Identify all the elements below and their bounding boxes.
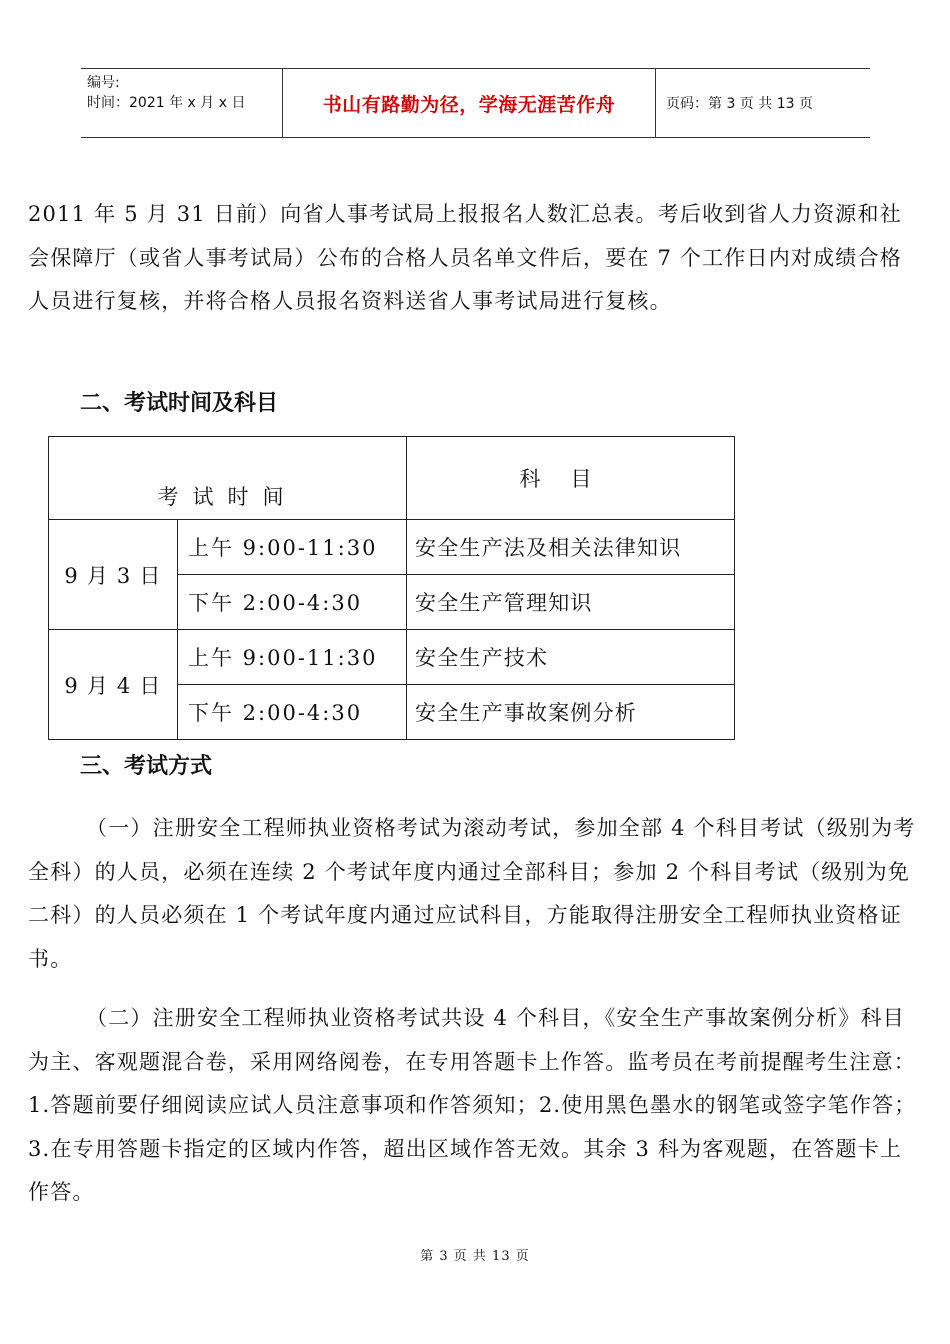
- subject-cell: 安全生产事故案例分析: [407, 685, 735, 740]
- column-header-subject: 科目: [407, 437, 735, 520]
- time-label: 时间：2021 年 x 月 x 日: [87, 95, 246, 111]
- paragraph-intro: 2011 年 5 月 31 日前）向省人事考试局上报报名人数汇总表。考后收到省人力资源和社会保障厅（或省人事考试局）公布的合格人员名单文件后，要在 7 个工作日内对成绩合格人员进行复核，并将合格人员报名资料送省人事考试局进行复核。: [28, 202, 902, 313]
- table-row: [49, 520, 735, 575]
- exam-date-cell: 9 月 4 日: [49, 630, 178, 740]
- header-meta: [81, 69, 282, 137]
- paragraph-exam-method-1: [28, 807, 918, 981]
- page-header: [81, 68, 870, 138]
- page-footer: 第 3 页 共 13 页: [420, 1249, 530, 1264]
- time-slot-cell: 上午 9:00-11:30: [178, 520, 407, 575]
- column-header-time: 考试时间: [49, 437, 407, 520]
- subject-cell: 安全生产法及相关法律知识: [407, 520, 735, 575]
- serial-label: 编号:: [87, 75, 120, 91]
- section-heading-3: 三、考试方式: [80, 754, 213, 779]
- header-motto: 书山有路勤为径，学海无涯苦作舟: [282, 69, 656, 137]
- paragraph-exam-method-2: [28, 997, 918, 1215]
- time-slot-cell: 下午 2:00-4:30: [178, 575, 407, 630]
- subject-cell: 安全生产管理知识: [407, 575, 735, 630]
- paragraph-text: （一）注册安全工程师执业资格考试为滚动考试，参加全部 4 个科目考试（级别为考全科）的人员，必须在连续 2 个考试年度内通过全部科目；参加 2 个科目考试（级别为免二科）的人员必须在 1 个考试年度内通过应试科目，方能取得注册安全工程师执业资格证书。: [28, 816, 916, 971]
- table-row: [49, 630, 735, 685]
- subject-cell: 安全生产技术: [407, 630, 735, 685]
- section-heading-2: 二、考试时间及科目: [80, 391, 279, 416]
- header-page-info: 页码：第 3 页 共 13 页: [666, 96, 813, 112]
- exam-date-cell: 9 月 3 日: [49, 520, 178, 630]
- exam-schedule-table: [48, 436, 735, 740]
- time-slot-cell: 下午 2:00-4:30: [178, 685, 407, 740]
- paragraph-text: （二）注册安全工程师执业资格考试共设 4 个科目，《安全生产事故案例分析》科目为主、客观题混合卷，采用网络阅卷，在专用答题卡上作答。监考员在考前提醒考生注意：1.答题前要仔细阅读应试人员注意事项和作答须知；2.使用黑色墨水的钢笔或签字笔作答；3.在专用答题卡指定的区域内作答，超出区域作答无效。其余 3 科为客观题，在答题卡上作答。: [28, 1006, 917, 1204]
- table-header-row: [49, 437, 735, 520]
- time-slot-cell: 上午 9:00-11:30: [178, 630, 407, 685]
